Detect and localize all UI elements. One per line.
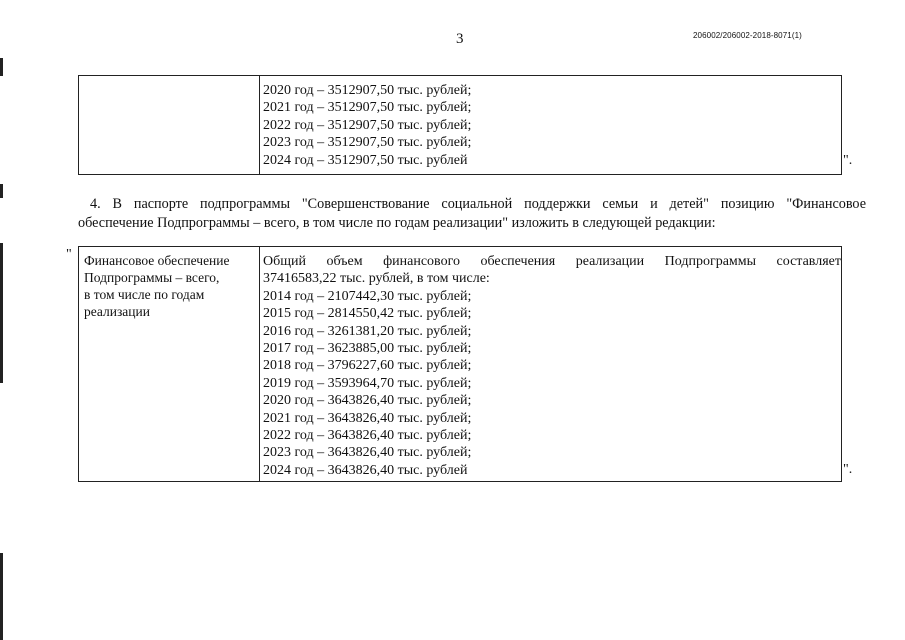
- paragraph-line: 4. В паспорте подпрограммы "Совершенствование социальной поддержки семьи и детей" позицию "Финансовое: [90, 196, 866, 212]
- funding-year-line: 2024 год – 3643826,40 тыс. рублей: [263, 462, 468, 478]
- funding-year-line: 2016 год – 3261381,20 тыс. рублей;: [263, 323, 472, 339]
- funding-total-intro: Общий объем финансового обеспечения реализации Подпрограммы составляет: [263, 254, 841, 269]
- funding-year-line: 2018 год – 3796227,60 тыс. рублей;: [263, 358, 472, 374]
- opening-quote: ": [66, 247, 72, 262]
- page-number: 3: [456, 31, 464, 47]
- funding-year-line: 2015 год – 2814550,42 тыс. рублей;: [263, 306, 472, 322]
- funding-total-amount: 37416583,22 тыс. рублей, в том числе:: [263, 271, 490, 287]
- funding-year-line: 2022 год – 3512907,50 тыс. рублей;: [263, 117, 472, 133]
- closing-quote: ".: [843, 462, 853, 477]
- scan-edge-mark: [0, 184, 3, 198]
- position-label-line: в том числе по годам: [84, 287, 205, 302]
- funding-details: [263, 253, 841, 479]
- document-code: 206002/206002-2018-8071(1): [693, 31, 802, 40]
- funding-year-line: 2014 год – 2107442,30 тыс. рублей;: [263, 288, 472, 304]
- funding-lines-continued: [263, 82, 471, 169]
- funding-year-line: 2017 год – 3623885,00 тыс. рублей;: [263, 341, 472, 357]
- position-label-line: реализации: [84, 304, 150, 319]
- scan-edge-mark: [0, 58, 3, 76]
- funding-year-line: 2021 год – 3643826,40 тыс. рублей;: [263, 410, 472, 426]
- funding-year-line: 2021 год – 3512907,50 тыс. рублей;: [263, 100, 472, 116]
- scan-edge-mark: [0, 243, 3, 383]
- scan-edge-mark: [0, 553, 3, 640]
- funding-year-line: 2022 год – 3643826,40 тыс. рублей;: [263, 428, 472, 444]
- amendment-paragraph: [78, 195, 866, 232]
- funding-year-line: 2023 год – 3643826,40 тыс. рублей;: [263, 445, 472, 461]
- closing-quote: ".: [843, 153, 853, 168]
- table-column-divider: [259, 247, 260, 481]
- position-label: [84, 252, 230, 320]
- funding-year-line: 2019 год – 3593964,70 тыс. рублей;: [263, 375, 472, 391]
- funding-year-line: 2024 год – 3512907,50 тыс. рублей: [263, 152, 468, 168]
- funding-year-line: 2020 год – 3512907,50 тыс. рублей;: [263, 83, 472, 98]
- funding-year-line: 2020 год – 3643826,40 тыс. рублей;: [263, 393, 472, 409]
- position-label-line: Подпрограммы – всего,: [84, 270, 220, 285]
- position-label-line: Финансовое обеспечение: [84, 253, 230, 268]
- funding-year-line: 2023 год – 3512907,50 тыс. рублей;: [263, 135, 472, 151]
- paragraph-line: обеспечение Подпрограммы – всего, в том числе по годам реализации" изложить в следующей редакции:: [78, 214, 716, 231]
- table-column-divider: [259, 76, 260, 174]
